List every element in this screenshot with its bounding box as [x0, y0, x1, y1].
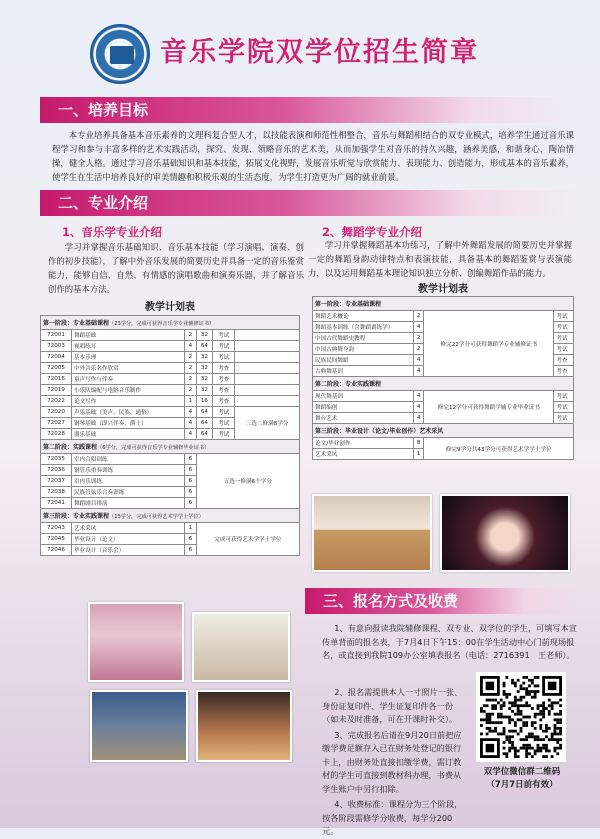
table-cell: 4 — [185, 341, 197, 352]
stage-title: 第一阶段：专业基础课程 — [315, 301, 382, 308]
table-cell: 艺术采风 — [313, 449, 414, 460]
table-cell: 论文/毕业创作 — [313, 438, 414, 449]
stage-note: （23学分，完成可获得音乐学专业辅修证书） — [109, 321, 215, 327]
music-major-title: 1、音乐学专业介绍 — [62, 225, 163, 239]
table-row — [41, 523, 300, 534]
dance-major-text: 学习并掌握舞蹈基本功练习，了解中外舞蹈发展的简要历史并掌握一定的舞蹈身韵动律特点和表演技能，具备基本的舞蹈鉴赏与表演能力，以及运用舞蹈基本理论知识独立分析、创编舞蹈作品的能力。 — [308, 240, 572, 278]
table-cell: 考查 — [554, 366, 574, 377]
table-cell: 考试 — [213, 352, 235, 363]
table-cell: 考试 — [554, 344, 574, 355]
table-cell: 考试 — [213, 418, 235, 429]
stage-row — [41, 440, 300, 454]
table-cell: 72036 — [41, 465, 72, 476]
table-cell: 4 — [414, 366, 424, 377]
table-row — [313, 438, 574, 449]
table-cell: 72043 — [41, 523, 72, 534]
section-heading-majors: 二、专业介绍 — [40, 190, 580, 216]
recording-studio-photo — [90, 690, 188, 762]
table-cell: 考查 — [213, 374, 235, 385]
stage-title: 第二阶段：实践课程 — [43, 444, 98, 451]
table-cell: 72003 — [41, 341, 72, 352]
table-cell: 6 — [185, 498, 197, 509]
table-cell: 72001 — [41, 330, 72, 341]
stage-title: 第三阶段：毕业设计（论文/毕业创作）艺术采风 — [315, 428, 444, 435]
table-row — [41, 396, 300, 407]
table-row — [41, 363, 300, 374]
table-cell: 6 — [185, 465, 197, 476]
music-plan-title: 教学计划表 — [145, 302, 195, 313]
table-cell: 4 — [414, 355, 424, 366]
table-cell: 32 — [196, 352, 212, 363]
table-cell: 考查 — [213, 396, 235, 407]
table-cell: 2 — [185, 385, 197, 396]
table-cell: 6 — [185, 476, 197, 487]
table-cell: 72045 — [41, 534, 72, 545]
table-cell: 视唱练耳 — [71, 341, 184, 352]
table-cell: 修完9学分共43学分可获得艺术学学士学位 — [424, 438, 574, 460]
table-cell: 三选二修满8学分 — [235, 407, 300, 440]
table-cell: 2 — [414, 344, 424, 355]
table-cell: 舞台艺术 — [313, 413, 414, 424]
table-cell: 舞蹈艺术概论 — [313, 311, 414, 322]
stage-label — [41, 316, 300, 330]
table-cell: 2 — [185, 363, 197, 374]
table-row — [313, 391, 574, 402]
dance-major-title: 2、舞蹈学专业介绍 — [322, 225, 423, 239]
table-cell: 钢琴基础（即兴伴奏、爵士） — [71, 418, 184, 429]
table-cell: 64 — [196, 429, 212, 440]
table-cell: 舞蹈基础 — [71, 330, 184, 341]
enrollment-item-3: 3、完成报名后请在9月20日前把应缴学费足额存入已在财务处登记的银行卡上，由财务处直接扣缴学费，需订教材的学生可直接到教材科办理，书费从学生账户中另行扣除。 — [322, 729, 462, 794]
table-cell: 民族民间舞蹈 — [313, 355, 414, 366]
dance-plan-title: 教学计划表 — [418, 284, 468, 295]
table-cell: 考试 — [213, 407, 235, 418]
table-cell: 72038 — [41, 487, 72, 498]
dance-studio-photo — [312, 494, 432, 572]
music-plan-table — [40, 315, 300, 556]
table-cell — [235, 363, 300, 374]
table-cell: 2 — [185, 330, 197, 341]
table-cell: 72028 — [41, 429, 72, 440]
table-cell: 舞蹈编创 — [313, 402, 414, 413]
choir-photo — [88, 602, 184, 682]
wechat-qr-code — [476, 672, 566, 762]
table-cell: 毕业设计（论文） — [71, 534, 184, 545]
table-cell: 4 — [185, 407, 197, 418]
table-cell: 72035 — [41, 454, 72, 465]
table-cell: 考试 — [554, 413, 574, 424]
table-cell: 室内合唱训练 — [71, 454, 184, 465]
qr-caption — [462, 766, 582, 792]
table-cell: 民族管弦乐合奏训练 — [71, 487, 184, 498]
table-cell: 现代舞基训 — [313, 391, 414, 402]
table-cell: 中外音乐名作欣赏 — [71, 363, 184, 374]
stage-label — [41, 509, 300, 523]
stage-label — [41, 440, 300, 454]
table-cell: 声乐基础（美声、民族、通俗） — [71, 407, 184, 418]
table-cell: 舞蹈剧目排演 — [71, 498, 184, 509]
table-cell: 古典舞基训 — [313, 366, 414, 377]
enrollment-item-4: 4、收费标准：课程分为三个阶段，按各阶段需修学分收费，每学分200元。 — [322, 799, 463, 836]
table-cell: 72005 — [41, 363, 72, 374]
table-row — [41, 407, 300, 418]
table-cell: 中国古典舞身韵 — [313, 344, 414, 355]
table-cell: 2 — [185, 352, 197, 363]
enrollment-item-2: 2、报名需提供本人一寸照片一张、身份证复印件、学生证复印件各一份（如未及时准备，可在开课时补交）。 — [322, 687, 463, 724]
stage-title: 第三阶段：专业实践课程 — [43, 513, 110, 520]
page-title: 音乐学院双学位招生简章 — [160, 37, 479, 68]
table-cell: 32 — [196, 363, 212, 374]
stage-title: 第一阶段：专业基础课程 — [43, 320, 110, 327]
table-cell — [235, 385, 300, 396]
table-cell — [235, 374, 300, 385]
table-row — [41, 330, 300, 341]
table-cell: 32 — [196, 330, 212, 341]
table-cell: 完成可获得艺术学学士学位 — [196, 523, 299, 556]
table-cell: 6 — [185, 545, 197, 556]
table-cell: 考试 — [554, 391, 574, 402]
section-heading-enrollment: 三、报名方式及收费 — [305, 588, 580, 614]
table-cell: 五选一修满6个学分 — [196, 454, 299, 509]
table-cell: 毕业设计（音乐会） — [71, 545, 184, 556]
stage-note: （6学分，完成可获得音乐学专业辅修毕业证书） — [97, 445, 210, 451]
table-cell — [235, 341, 300, 352]
table-cell: 4 — [414, 413, 424, 424]
table-row — [313, 311, 574, 322]
university-logo — [90, 24, 150, 84]
table-cell: 2 — [414, 311, 424, 322]
table-cell: 1 — [185, 396, 197, 407]
table-cell: 32 — [196, 385, 212, 396]
table-cell: 64 — [196, 407, 212, 418]
table-cell: 16 — [196, 396, 212, 407]
qr-caption-note: （7月7日前有效） — [486, 780, 558, 790]
table-cell: 6 — [185, 487, 197, 498]
table-cell: 4 — [185, 418, 197, 429]
table-cell: 72041 — [41, 498, 72, 509]
table-cell: 舞蹈基本训练（含舞蹈训练学） — [313, 322, 414, 333]
table-row — [41, 385, 300, 396]
table-cell: 考查 — [213, 385, 235, 396]
table-cell: 72037 — [41, 476, 72, 487]
table-cell: 考查 — [554, 355, 574, 366]
table-row — [41, 352, 300, 363]
table-cell: 考试 — [213, 330, 235, 341]
table-cell: 论文写作 — [71, 396, 184, 407]
stage-label — [313, 297, 574, 311]
table-cell: 4 — [414, 391, 424, 402]
enrollment-list-2 — [322, 686, 467, 839]
goals-paragraph: 本专业培养具备基本音乐素养的文理科复合型人才，以技能表演和师范性相整合，音乐与舞蹈相结合的双专业模式，培养学生通过音乐课程学习和参与丰富多样的艺术实践活动，探究、发现、领略音乐的艺术美，从而加强学生对音乐的持久兴趣，涵养美感，和谐身心，陶冶情操，健全人格。通过学习音乐基础知识和基本技能，拓展文化视野，发展音乐听觉与欣赏能力、表现能力、创造能力，形成基本的音乐素养，使学生在生活中培养良好的审美情趣和积极乐观的生活态度，为学生打造更为广阔的就业前景。 — [52, 130, 574, 182]
table-cell: 修完22学分可获得舞蹈学专业辅修证书 — [424, 311, 554, 377]
music-major-text: 学习并掌握音乐基础知识、音乐基本技能（学习演唱、演奏、创作的初步技能），了解中外音乐发展的简要历史并具备一定的音乐鉴赏能力，能够自信、自然、有情感的演唱歌曲和演奏乐器，并了解音乐创作的基本方法。 — [48, 242, 304, 294]
stage-label — [313, 424, 574, 438]
table-cell: 考试 — [554, 402, 574, 413]
table-cell: 72020 — [41, 407, 72, 418]
table-cell: 6 — [185, 534, 197, 545]
stage-label — [313, 377, 574, 391]
table-cell: 4 — [414, 402, 424, 413]
table-cell: 基本乐理 — [71, 352, 184, 363]
table-cell: 1 — [185, 523, 197, 534]
table-cell: 72046 — [41, 545, 72, 556]
stage-row — [41, 509, 300, 523]
enrollment-item-1: 1、有意向报读我院辅修课程、双专业、双学位的学生，可填写本宣传单背面的报名表，于7月4日下午15：00在学生活动中心门前现场报名，或直接到我院109办公室填表报名（电话：2716391 王老师）。 — [322, 623, 577, 660]
table-row — [41, 454, 300, 465]
enrollment-list — [322, 622, 580, 663]
table-cell: 考试 — [213, 341, 235, 352]
table-cell: 器乐基础 — [71, 429, 184, 440]
table-cell: 考试 — [554, 311, 574, 322]
table-cell: 考查 — [213, 363, 235, 374]
table-cell: 钢管乐重奏训练 — [71, 465, 184, 476]
table-cell — [235, 396, 300, 407]
table-cell: 64 — [196, 341, 212, 352]
table-cell: 2 — [414, 333, 424, 344]
table-cell: 艺术采风 — [71, 523, 184, 534]
table-cell: 1 — [414, 449, 424, 460]
table-cell: 考试 — [554, 322, 574, 333]
table-cell: 4 — [185, 429, 197, 440]
table-cell — [235, 330, 300, 341]
table-cell: 72004 — [41, 352, 72, 363]
stage-row — [313, 424, 574, 438]
music-room-photo — [192, 612, 290, 682]
qr-code-icon — [480, 676, 562, 758]
stage-row — [313, 377, 574, 391]
dance-plan-table — [312, 296, 574, 460]
table-cell: 考试 — [213, 429, 235, 440]
section-heading-goals: 一、培养目标 — [40, 97, 580, 123]
concert-hall-photo — [196, 690, 292, 762]
table-cell: 童声写作与伴奏 — [71, 374, 184, 385]
qr-caption-title: 双学位微信群二维码 — [483, 767, 561, 777]
stage-row — [313, 297, 574, 311]
stage-note: （13学分，完成可获得艺术学学士学位） — [109, 514, 204, 520]
table-cell: 6 — [185, 454, 197, 465]
stage-title: 第二阶段：专业实践课程 — [315, 381, 382, 388]
table-cell: 中国古代舞蹈史教程 — [313, 333, 414, 344]
table-cell: 8 — [414, 438, 424, 449]
table-cell: 64 — [196, 418, 212, 429]
table-row — [41, 341, 300, 352]
table-cell: 72022 — [41, 396, 72, 407]
table-cell: 2 — [185, 374, 197, 385]
table-cell — [235, 352, 300, 363]
table-cell: 室内乐训练 — [71, 476, 184, 487]
table-cell: 72019 — [41, 385, 72, 396]
table-cell: 72027 — [41, 418, 72, 429]
table-cell: 72016 — [41, 374, 72, 385]
table-row — [41, 374, 300, 385]
table-cell: 4 — [414, 322, 424, 333]
table-cell: 考试 — [554, 333, 574, 344]
stage-row — [41, 316, 300, 330]
dance-performance-photo — [440, 494, 570, 572]
table-cell: 修完12学分可获得舞蹈学辅专业毕业证书 — [424, 391, 554, 424]
table-cell: 小乐队编配与电脑音乐制作 — [71, 385, 184, 396]
table-cell: 32 — [196, 374, 212, 385]
